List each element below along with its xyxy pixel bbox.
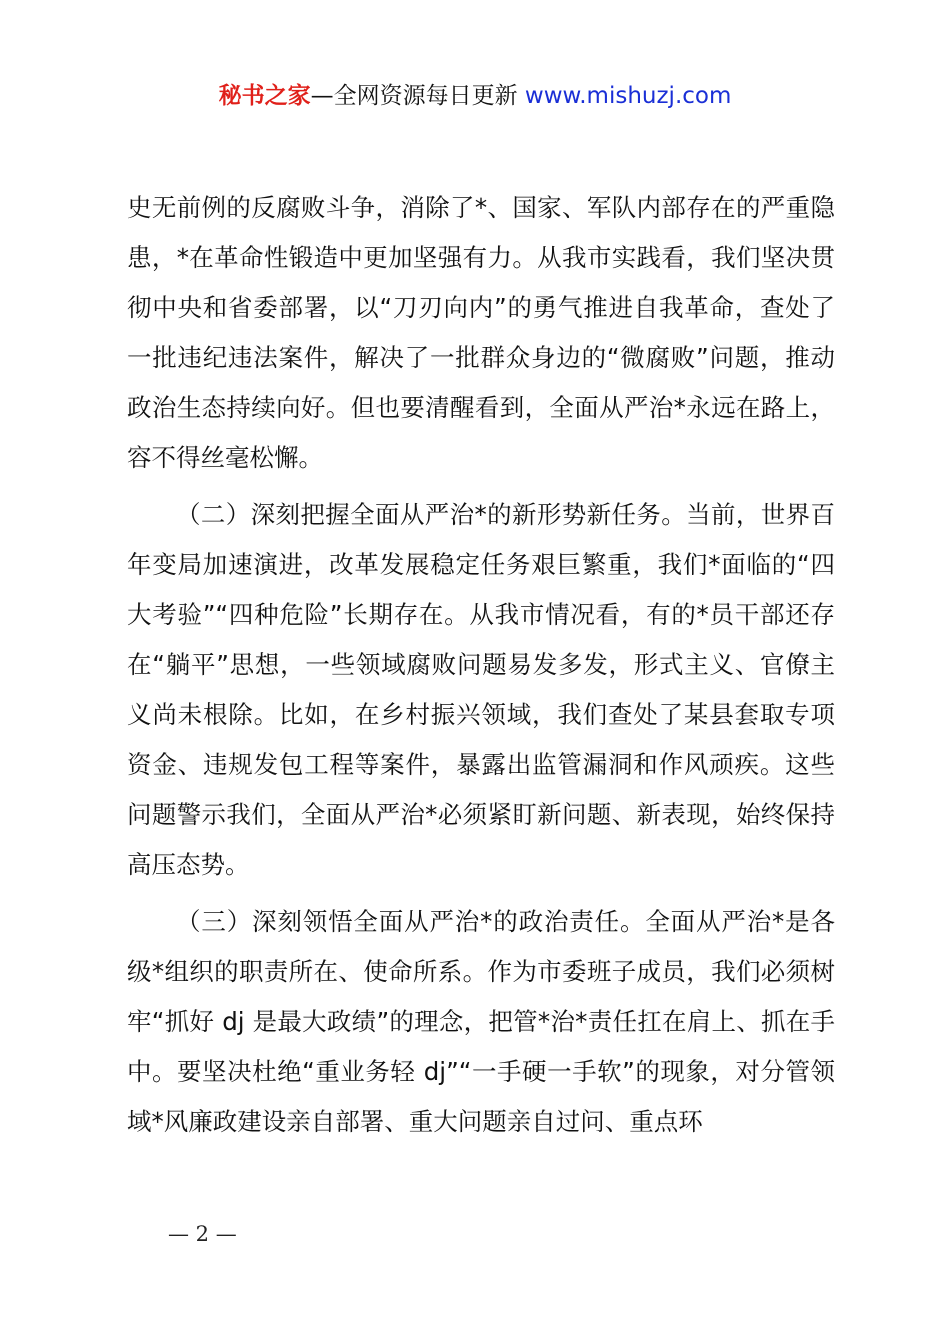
paragraph-section-three: （三）深刻领悟全面从严治*的政治责任。全面从严治*是各级*组织的职责所在、使命所系。作为市委班子成员，我们必须树牢“抓好 dj 是最大政绩”的理念，把管*治*责任扛在肩上、抓在手中。要坚决杜绝“重业务轻 dj”“一手硬一手软”的现象，对分管领域*风廉政建设亲自部署、重大问题亲自过问、重点环 <box>127 907 835 1136</box>
page-number: — 2 — <box>168 1222 237 1246</box>
paragraph-continuation: 史无前例的反腐败斗争，消除了*、国家、军队内部存在的严重隐患，*在革命性锻造中更加坚强有力。从我市实践看，我们坚决贯彻中央和省委部署，以“刀刃向内”的勇气推进自我革命，查处了一批违纪违法案件，解决了一批群众身边的“微腐败”问题，推动政治生态持续向好。但也要清醒看到，全面从严治*永远在路上，容不得丝毫松懈。 <box>127 193 835 472</box>
document-body <box>127 183 835 1147</box>
header-tagline: —全网资源每日更新 <box>310 83 525 109</box>
brand-name: 秘书之家 <box>218 83 311 109</box>
page-header <box>0 80 950 112</box>
site-url: www.mishuzj.com <box>524 83 732 109</box>
paragraph-section-two: （二）深刻把握全面从严治*的新形势新任务。当前，世界百年变局加速演进，改革发展稳定任务艰巨繁重，我们*面临的“四大考验”“四种危险”长期存在。从我市情况看，有的*员干部还存在“躺平”思想，一些领域腐败问题易发多发，形式主义、官僚主义尚未根除。比如，在乡村振兴领域，我们查处了某县套取专项资金、违规发包工程等案件，暴露出监管漏洞和作风顽疾。这些问题警示我们，全面从严治*必须紧盯新问题、新表现，始终保持高压态势。 <box>127 500 835 879</box>
